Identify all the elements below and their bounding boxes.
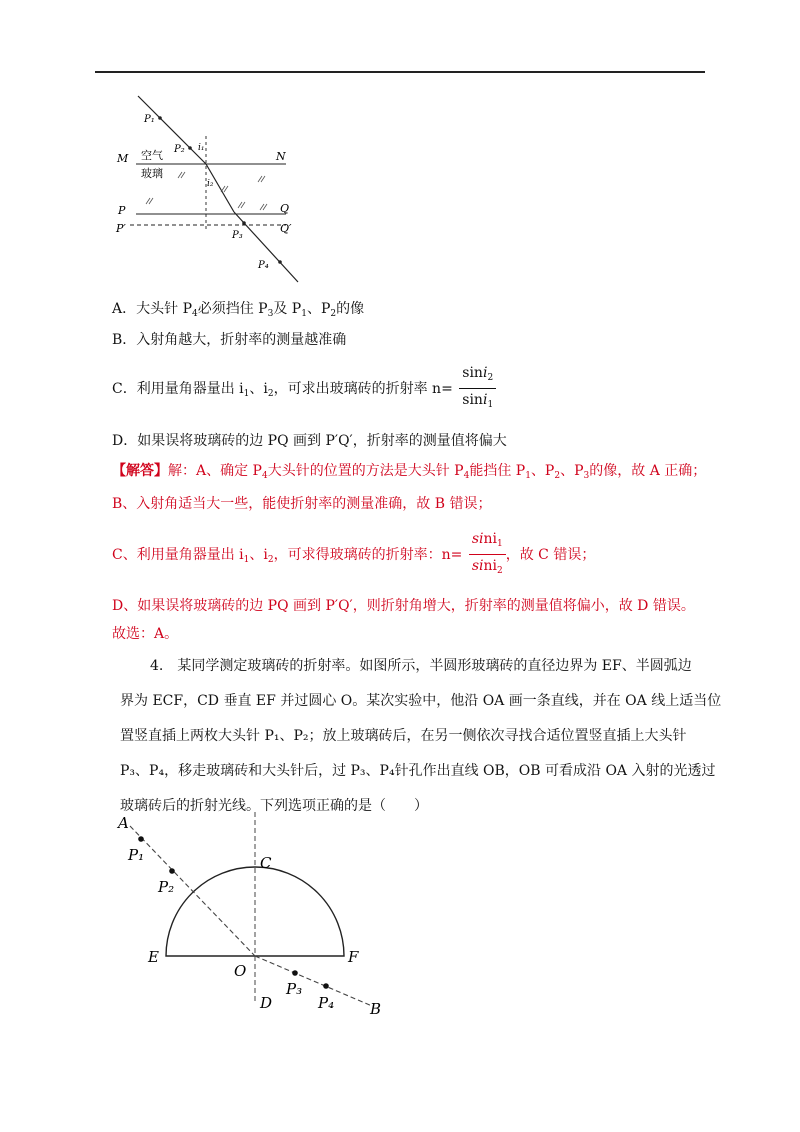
label-E: E [148,948,159,966]
label-B: B [370,1000,382,1018]
label-p1: P₁ [128,846,145,864]
label-Q: Q [280,202,290,215]
label-P: P [118,204,126,217]
pin-p2 [188,146,192,150]
problem-4-line: 界为 ECF，CD 垂直 EF 并过圆心 O。某次实验中，他沿 OA 画一条直线，并在 OA 线上适当位 [120,693,722,709]
glass-hatch-marks [146,172,267,210]
label-p3: P₃ [232,230,243,241]
pin-p4 [278,260,282,264]
refraction-formula-answer: $\frac{\sin i_1}{\sin i_2}$ [469,530,506,580]
pin-p3 [292,970,298,976]
option-d: D．如果误将玻璃砖的边 PQ 画到 P′Q′，折射率的测量值将偏大 [112,433,507,449]
label-F: F [348,948,359,966]
answer-line-1: 【解答】解：A、确定 $P_4$大头针的位置的方法是大头针 $P_4$能挡住 $P_1$、$P_2$、$P_3$的像，故 A 正确； [112,463,707,481]
label-i1: i₁ [198,143,205,153]
label-D: D [260,994,273,1012]
label-i2: i₂ [207,179,214,189]
answer-line-5: 故选：A。 [112,626,179,642]
figure-glass-block [108,92,308,287]
label-O: O [234,962,247,980]
answer-line-2: B、入射角适当大一些，能使折射率的测量准确，故 B 错误； [112,496,492,512]
label-Qp: Q′ [280,222,292,235]
figure-semicircle [110,808,400,1018]
refraction-formula-c: $\frac{\sin i_2}{\sin i_1}$ [459,364,496,414]
label-p2: P₂ [174,144,185,155]
label-p4: P₄ [318,994,335,1012]
label-p4: P₄ [258,260,269,271]
label-M: M [117,152,129,165]
pin-p3 [242,221,246,225]
option-c: C．利用量角器量出 $i_1$、$i_2$，可求出玻璃砖的折射率 n= $\frac{\sin i_2}{\sin i_1}$ [112,364,496,414]
label-p2: P₂ [158,878,175,896]
label-p3: P₃ [286,980,303,998]
answer-line-3: C、利用量角器量出 $i_1$、$i_2$，可求得玻璃砖的折射率：n= $\frac{\sin i_1}{\sin i_2}$ ，故 C 错误； [112,530,595,580]
label-N: N [276,150,286,163]
option-b: B．入射角越大，折射率的测量越准确 [112,332,347,348]
label-air: 空气 [141,149,163,162]
option-a: A．大头针 $P_4$必须挡住 $P_3$及 $P_1$、$P_2$的像 [112,301,365,319]
pin-p4 [323,983,329,989]
label-Pp: P′ [116,222,126,235]
problem-4-line: 置竖直插上两枚大头针 P₁、P₂；放上玻璃砖后，在另一侧依次寻找合适位置竖直插上大头针 [120,728,687,744]
pin-p1 [138,836,144,842]
header-rule [95,71,705,73]
problem-4-line: 4. 某同学测定玻璃砖的折射率。如图所示，半圆形玻璃砖的直径边界为 EF、半圆弧边 [150,658,692,674]
problem-4-text [120,649,722,824]
label-C: C [260,854,272,872]
label-glass: 玻璃 [141,167,163,180]
answer-line-4: D、如果误将玻璃砖的边 PQ 画到 P′Q′，则折射角增大，折射率的测量值将偏小，故 D 错误。 [112,598,695,614]
pin-p2 [169,868,175,874]
ray-OA [130,826,255,956]
problem-4-line: 玻璃砖后的折射光线。下列选项正确的是（ ） [120,798,428,814]
label-A: A [118,814,129,832]
label-p1: P₁ [144,114,155,125]
pin-p1 [158,116,162,120]
problem-4-line: P₃、P₄，移走玻璃砖和大头针后，过 P₃、P₄针孔作出直线 OB，OB 可看成沿 OA 入射的光透过 [120,763,716,779]
